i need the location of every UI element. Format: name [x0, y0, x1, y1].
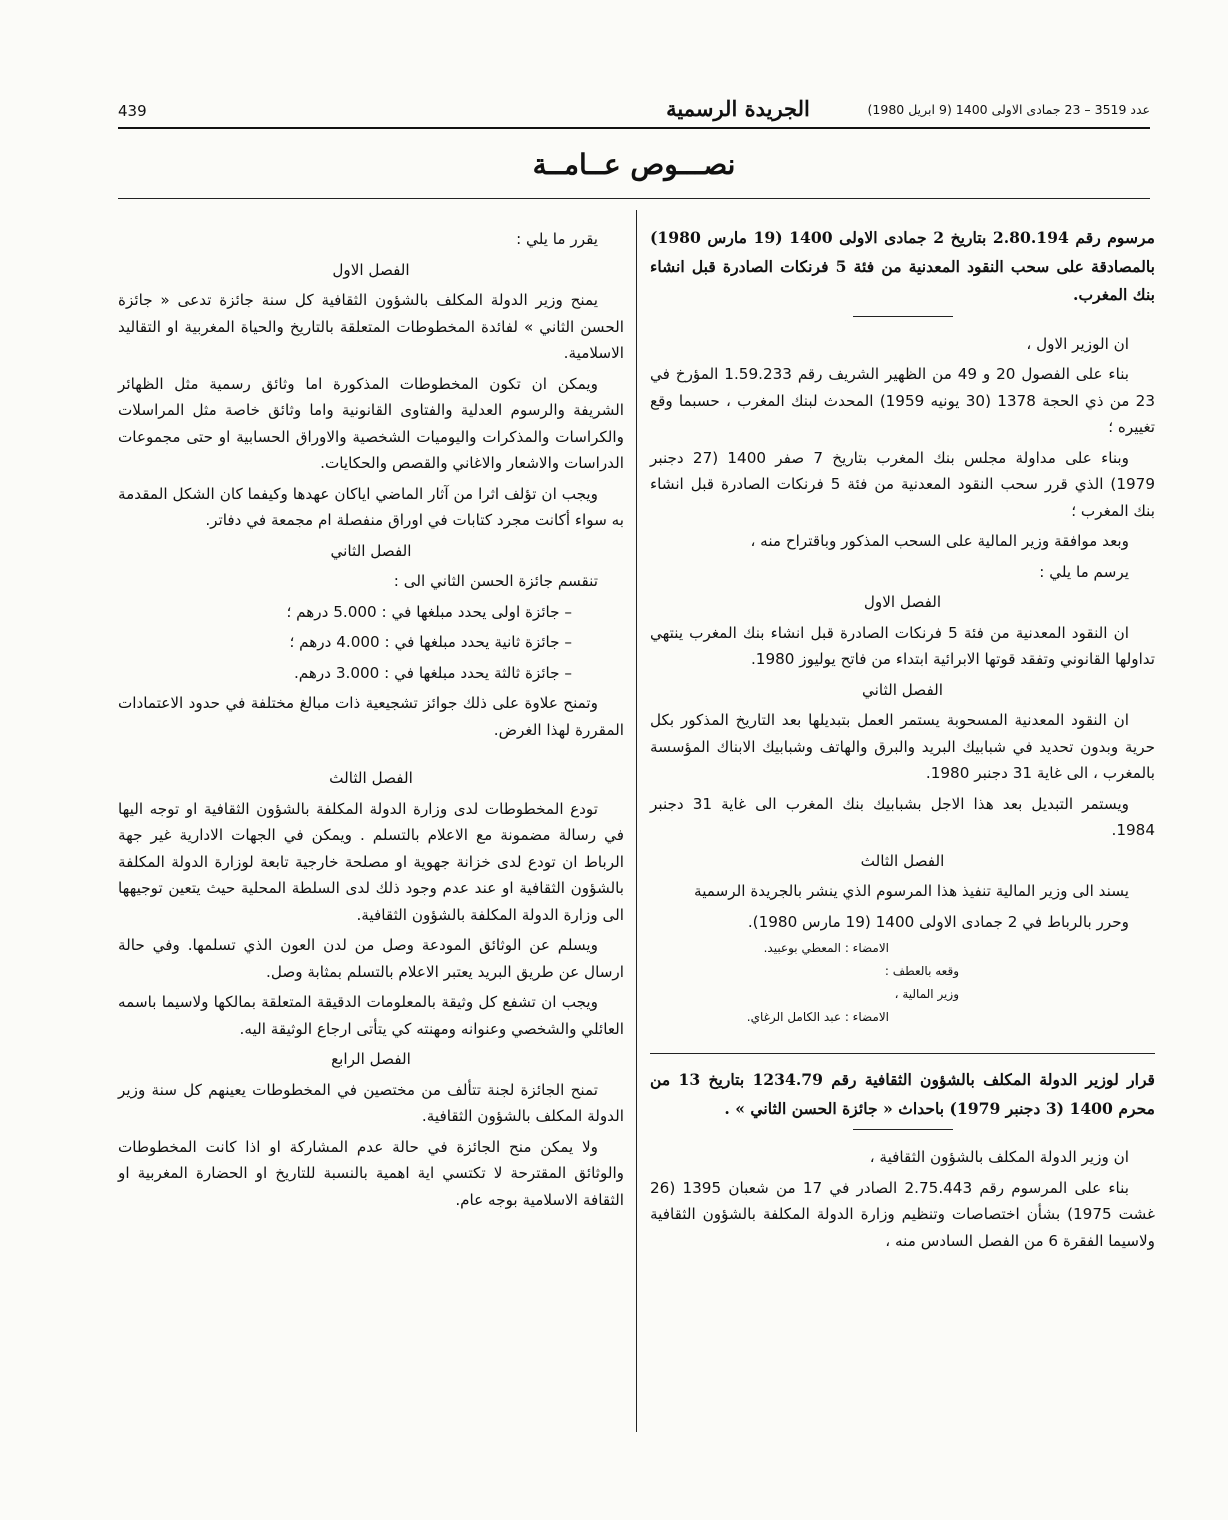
- chapter-heading: الفصل الاول: [863, 593, 942, 611]
- chapter-heading: الفصل الثاني: [330, 541, 412, 560]
- chapter-paragraph: ولا يمكن منح الجائزة في حالة عدم المشاركة او اذا كانت المخطوطات والوثائق المقترحة لا تكتسي اية اهمية بالنسبة للتاريخ او الحضارة المغربية او الثقافة الاسلامية بوجه عام.: [118, 1137, 624, 1209]
- decision-preamble-line: بناء على المرسوم رقم 2.75.443 الصادر في 17 من شعبان 1395 (26 غشت 1975) بشأن اختصاصات وتنظيم وزارة الدولة المكلفة بالشؤون الثقافية ولاسيما الفقرة 6 من الفصل السادس منه ،: [650, 1178, 1155, 1250]
- article-separator: [650, 1053, 1155, 1054]
- header-rule: [118, 127, 1150, 129]
- chapter-heading: الفصل الثاني: [862, 680, 943, 699]
- spacer: [118, 747, 624, 765]
- title-separator: [853, 1129, 953, 1130]
- chapter-paragraph: ان النقود المعدنية من فئة 5 فرنكات الصادرة قبل انشاء بنك المغرب ينتهي تداولها القانوني وتفقد قوتها الابرائية ابتداء من فاتح يوليوز 1980.: [650, 623, 1155, 668]
- section-title-rule: [118, 198, 1150, 199]
- chapter-paragraph: تودع المخطوطات لدى وزارة الدولة المكلفة بالشؤون الثقافية او توجه اليها في رسالة مضمونة مع الاعلام بالتسلم . ويمكن في الجهات الادارية غير جهة الرباط ان تودع لدى خزانة جهوية او مصلحة خارجية تابعة لوزارة الدولة المكلفة بالشؤون الثقافية او عند عدم وجود ذلك لدى السلطة المحلية حيث يتعين توجيهها الى وزارة الدولة المكلفة بالشؤون الثقافية.: [118, 799, 624, 924]
- decree-preamble-line: ان الوزير الاول ،: [1026, 334, 1129, 353]
- title-separator: [853, 316, 953, 317]
- chapter-paragraph: ان النقود المعدنية المسحوبة يستمر العمل بتبديلها بعد التاريخ المذكور بكل حرية وبدون تحديد في شبابيك البريد والبرق والهاتف وشبابيك الابناك المؤسسة بالمغرب ، الى غاية 31 دجنبر 1980.: [650, 711, 1155, 782]
- chapter-paragraph: ويمكن ان تكون المخطوطات المذكورة اما وثائق رسمية مثل الظهائر الشريفة والرسوم العدلية والفتاوى القانونية واما وثائق خاصة مثل المراسلات والكراسات والمذكرات واليوميات الشخصية والاوراق الحسابية او حتى مجموعات الدراسات والاشعار والاغاني والقصص والحكايات.: [118, 374, 624, 472]
- chapter-paragraph: يسند الى وزير المالية تنفيذ هذا المرسوم الذي ينشر بالجريدة الرسمية: [694, 882, 1129, 900]
- left-column: [118, 226, 624, 1217]
- decision-intro: يقرر ما يلي :: [516, 230, 598, 248]
- decision-preamble-line: ان وزير الدولة المكلف بالشؤون الثقافية ،: [869, 1148, 1129, 1166]
- issue-info: عدد 3519 – 23 جمادى الاولى 1400 (9 ابريل 1980): [867, 102, 1150, 117]
- chapter-paragraph: تمنح الجائزة لجنة تتألف من مختصين في المخطوطات يعينهم كل سنة وزير الدولة المكلف بالشؤون الثقافية.: [118, 1080, 624, 1125]
- chapter-heading: الفصل الاول: [332, 260, 410, 279]
- column-divider: [636, 210, 637, 1432]
- decision-title: قرار لوزير الدولة المكلف بالشؤون الثقافية رقم 1234.79 بتاريخ 13 من محرم 1400 (3 دجنبر 1979) باحداث « جائزة الحسن الثاني » .: [650, 1070, 1155, 1118]
- signature-line: الامضاء : المعطي بوعبيد.: [763, 941, 889, 955]
- countersign-line: وقعه بالعطف :: [884, 964, 959, 978]
- prize-item: – جائزة اولى يحدد مبلغها في : 5.000 درهم ؛: [286, 602, 572, 621]
- decree-title: مرسوم رقم 2.80.194 بتاريخ 2 جمادى الاولى 1400 (19 مارس 1980) بالمصادقة على سحب النقود المعدنية من فئة 5 فرنكات الصادرة قبل انشاء بنك المغرب.: [650, 228, 1155, 304]
- chapter-paragraph: يمنح وزير الدولة المكلف بالشؤون الثقافية كل سنة جائزة تدعى « جائزة الحسن الثاني » لفائدة المخطوطات المتعلقة بالتاريخ والحياة المغربية او التقاليد الاسلامية.: [118, 291, 624, 362]
- right-column: [650, 224, 1155, 1258]
- chapter-paragraph: ويسلم عن الوثائق المودعة وصل من لدن العون الذي تسلمها. وفي حالة ارسال عن طريق البريد يعتبر الاعلام بالتسلم بمثابة وصل.: [118, 936, 624, 981]
- chapter-paragraph: ويجب ان تشفع كل وثيقة بالمعلومات الدقيقة المتعلقة بمالكها ولاسيما باسمه العائلي والشخصي وعنوانه ومهنته كي يتأتى ارجاع الوثيقة اليه.: [118, 993, 624, 1038]
- chapter-paragraph: وتمنح علاوة على ذلك جوائز تشجيعية ذات مبالغ مختلفة في حدود الاعتمادات المقررة لهذا الغرض.: [118, 694, 624, 739]
- decree-preamble-line: وبعد موافقة وزير المالية على السحب المذكور وباقتراح منه ،: [750, 532, 1129, 550]
- section-title: نصـــوص عــامــة: [532, 148, 736, 181]
- decree-preamble-line: بناء على الفصول 20 و 49 من الظهير الشريف رقم 1.59.233 المؤرخ في 23 من ذي الحجة 1378 (30 يونيه 1959) المحدث لبنك المغرب ، حسبما وقع تغييره ؛: [650, 365, 1155, 436]
- page-number: 439: [118, 102, 147, 120]
- decree-preamble-line: وبناء على مداولة مجلس بنك المغرب بتاريخ 7 صفر 1400 (27 دجنبر 1979) الذي قرر سحب النقود المعدنية من فئة 5 فرنكات الصادرة قبل انشاء بنك المغرب ؛: [650, 448, 1155, 520]
- chapter-paragraph: تنقسم جائزة الحسن الثاني الى :: [393, 572, 598, 590]
- page-header: [118, 96, 1150, 126]
- countersign-signature: الامضاء : عبد الكامل الرغاي.: [746, 1010, 889, 1024]
- countersign-line: وزير المالية ،: [894, 987, 959, 1001]
- prize-item: – جائزة ثانية يحدد مبلغها في : 4.000 درهم ؛: [289, 633, 572, 651]
- prize-item: – جائزة ثالثة يحدد مبلغها في : 3.000 درهم.: [293, 663, 572, 682]
- journal-title: الجريدة الرسمية: [666, 96, 810, 121]
- chapter-paragraph: ويستمر التبديل بعد هذا الاجل بشبابيك بنك المغرب الى غاية 31 دجنبر 1984.: [650, 794, 1155, 839]
- decree-preamble-line: يرسم ما يلي :: [1039, 562, 1129, 581]
- chapter-paragraph: ويجب ان تؤلف اثرا من آثار الماضي اياكان عهدها وكيفما كان الشكل المقدمة به سواء أكانت مجرد كتابات في اوراق منفصلة ام مجمعة في دفاتر.: [118, 484, 624, 529]
- chapter-heading: الفصل الثالث: [860, 851, 945, 870]
- chapter-heading: الفصل الرابع: [331, 1050, 411, 1068]
- chapter-heading: الفصل الثالث: [329, 769, 413, 787]
- done-at-line: وحرر بالرباط في 2 جمادى الاولى 1400 (19 مارس 1980).: [747, 912, 1129, 931]
